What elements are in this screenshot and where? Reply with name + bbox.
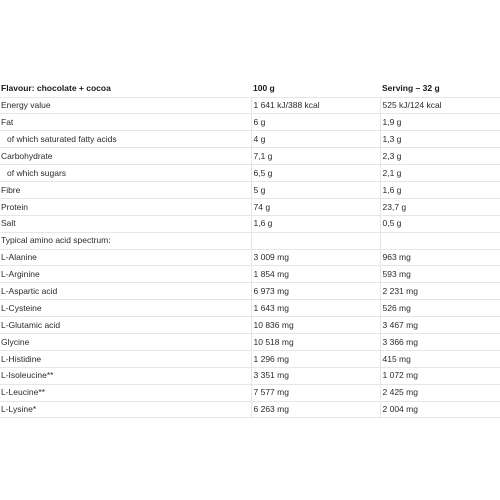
nutrient-label: Fibre [0, 181, 251, 198]
table-row [0, 165, 500, 182]
table-row [0, 283, 500, 300]
nutrient-label: L-Aspartic acid [0, 283, 251, 300]
nutrient-label: Typical amino acid spectrum: [0, 232, 251, 249]
value-per-serving: 1,3 g [380, 131, 500, 148]
table-row [0, 401, 500, 418]
table-row [0, 97, 500, 114]
nutrient-label: of which sugars [0, 165, 251, 182]
value-per-serving: 0,5 g [380, 215, 500, 232]
table-row [0, 148, 500, 165]
value-per-100g: 74 g [251, 198, 380, 215]
table-row [0, 232, 500, 249]
value-per-serving: 2 004 mg [380, 401, 500, 418]
nutrition-table-container [0, 79, 500, 418]
value-per-serving: 525 kJ/124 kcal [380, 97, 500, 114]
value-per-100g: 1,6 g [251, 215, 380, 232]
nutrient-label: Energy value [0, 97, 251, 114]
table-row [0, 266, 500, 283]
nutrition-table-body [0, 97, 500, 418]
value-per-serving: 3 467 mg [380, 317, 500, 334]
table-row [0, 317, 500, 334]
nutrition-table [0, 79, 500, 418]
nutrient-label: Salt [0, 215, 251, 232]
value-per-serving: 593 mg [380, 266, 500, 283]
value-per-100g: 4 g [251, 131, 380, 148]
value-per-100g: 6 263 mg [251, 401, 380, 418]
value-per-serving: 2,3 g [380, 148, 500, 165]
nutrient-label: L-Arginine [0, 266, 251, 283]
nutrient-label: L-Isoleucine** [0, 367, 251, 384]
value-per-serving: 23,7 g [380, 198, 500, 215]
value-per-100g: 1 296 mg [251, 350, 380, 367]
table-row [0, 181, 500, 198]
value-per-100g: 10 518 mg [251, 333, 380, 350]
header-row [0, 79, 500, 97]
table-row [0, 249, 500, 266]
header-per-100g: 100 g [251, 79, 380, 97]
value-per-100g: 7,1 g [251, 148, 380, 165]
value-per-serving: 526 mg [380, 300, 500, 317]
value-per-100g: 6,5 g [251, 165, 380, 182]
value-per-100g: 1 641 kJ/388 kcal [251, 97, 380, 114]
value-per-serving: 1 072 mg [380, 367, 500, 384]
header-per-serving: Serving – 32 g [380, 79, 500, 97]
value-per-serving: 2,1 g [380, 165, 500, 182]
table-row [0, 350, 500, 367]
table-row [0, 300, 500, 317]
value-per-100g: 1 854 mg [251, 266, 380, 283]
nutrient-label: L-Leucine** [0, 384, 251, 401]
nutrient-label: Protein [0, 198, 251, 215]
value-per-100g: 3 351 mg [251, 367, 380, 384]
nutrient-label: of which saturated fatty acids [0, 131, 251, 148]
value-per-100g: 6 g [251, 114, 380, 131]
nutrient-label: Glycine [0, 333, 251, 350]
value-per-100g: 10 836 mg [251, 317, 380, 334]
table-row [0, 114, 500, 131]
value-per-serving: 2 425 mg [380, 384, 500, 401]
table-row [0, 198, 500, 215]
header-flavour: Flavour: chocolate + cocoa [0, 79, 251, 97]
value-per-100g: 7 577 mg [251, 384, 380, 401]
nutrient-label: L-Lysine* [0, 401, 251, 418]
value-per-serving: 1,9 g [380, 114, 500, 131]
value-per-serving: 415 mg [380, 350, 500, 367]
value-per-serving: 3 366 mg [380, 333, 500, 350]
nutrient-label: Carbohydrate [0, 148, 251, 165]
table-row [0, 384, 500, 401]
nutrient-label: L-Histidine [0, 350, 251, 367]
value-per-100g [251, 232, 380, 249]
table-row [0, 367, 500, 384]
table-row [0, 333, 500, 350]
nutrient-label: L-Alanine [0, 249, 251, 266]
nutrient-label: Fat [0, 114, 251, 131]
value-per-serving [380, 232, 500, 249]
value-per-100g: 5 g [251, 181, 380, 198]
value-per-serving: 2 231 mg [380, 283, 500, 300]
value-per-100g: 6 973 mg [251, 283, 380, 300]
nutrient-label: L-Cysteine [0, 300, 251, 317]
value-per-serving: 1,6 g [380, 181, 500, 198]
value-per-100g: 3 009 mg [251, 249, 380, 266]
nutrition-table-header [0, 79, 500, 97]
table-row [0, 215, 500, 232]
nutrient-label: L-Glutamic acid [0, 317, 251, 334]
value-per-100g: 1 643 mg [251, 300, 380, 317]
table-row [0, 131, 500, 148]
value-per-serving: 963 mg [380, 249, 500, 266]
